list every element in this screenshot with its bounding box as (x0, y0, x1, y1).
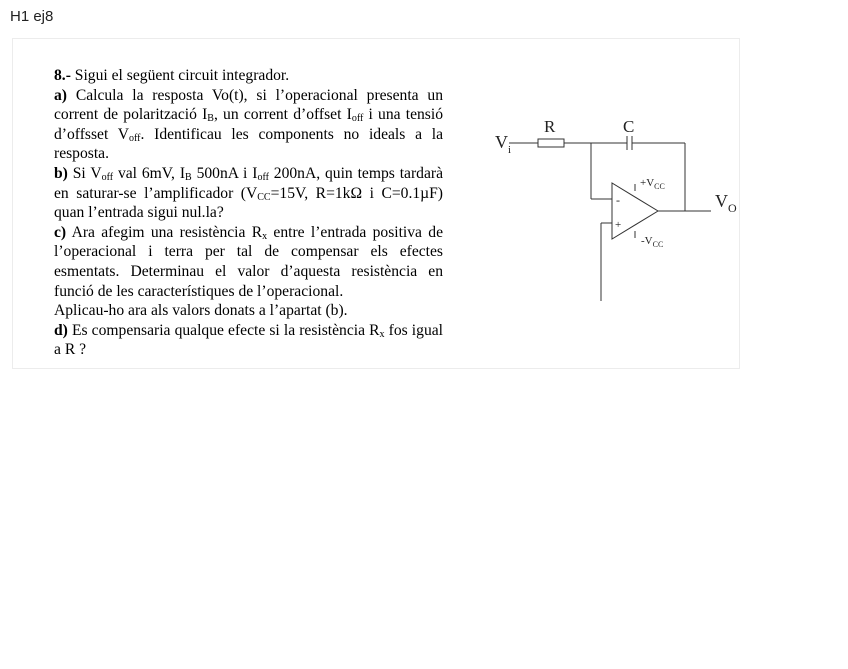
vo-label: $V_O$ (715, 191, 737, 215)
part-b-text: Si V (72, 164, 102, 182)
sub-x: x (262, 230, 268, 242)
vi-label: $V_i$ (495, 132, 512, 156)
sub-off: off (257, 171, 269, 183)
resistor-r (538, 139, 564, 147)
part-d (54, 321, 443, 360)
part-b-text: val 6mV, I (113, 164, 186, 182)
part-a-text: . Identificau les components no ideals a la resposta. (54, 125, 443, 163)
problem-statement (54, 66, 443, 360)
part-a (54, 86, 443, 164)
part-d-label: d) (54, 321, 68, 339)
part-c-apply: Aplicau-ho ara als valors donats a l’apartat (b). (54, 302, 348, 320)
opamp-minus-label: - (616, 193, 620, 207)
problem-card (12, 38, 740, 369)
r-label: R (544, 117, 556, 136)
part-c-text: entre l’entrada positiva de l’operacional i terra per tal de compensar els efectes esmentats. Determinau el valor d’aquesta resistència en funció de les característiques de l’operacional. (54, 223, 443, 300)
part-b-text: 500nA i I (191, 164, 258, 182)
part-b-text: =15V, R=1kΩ i C=0.1µF) quan l’entrada sigui nul.la? (54, 184, 443, 222)
part-b-text: 200nA, quin temps tardarà en saturar-se l’amplificador (V (54, 164, 443, 202)
opamp-plus-label: + (615, 219, 622, 231)
sub-b: B (185, 171, 192, 183)
part-d-text: Es compensaria qualque efecte si la resistència R (71, 321, 380, 339)
part-a-text: i una tensió d’offsset V (54, 106, 443, 143)
part-b (54, 164, 443, 223)
sub-b: B (207, 113, 214, 125)
sub-x: x (379, 328, 385, 340)
part-d-text: fos igual a R ? (54, 321, 443, 359)
integrator-circuit-diagram (485, 111, 745, 301)
part-b-label: b) (54, 164, 68, 182)
part-a-text: Calcula la resposta Vo(t), si l’operacional presenta un corrent de polarització I (54, 86, 443, 124)
sub-off: off (129, 132, 141, 144)
c-label: C (623, 117, 635, 136)
problem-intro (54, 66, 443, 86)
page-title: H1 ej8 (10, 8, 54, 25)
sub-off: off (101, 171, 114, 183)
part-a-label: a) (54, 86, 67, 104)
part-c-text: Ara afegim una resistència R (71, 223, 263, 241)
part-a-text: , un corrent d’offset I (213, 106, 352, 124)
part-c (54, 223, 443, 301)
vcc-pos-label: $+V_{CC}$ (640, 177, 665, 191)
part-c-label: c) (54, 223, 67, 241)
problem-number: 8.- (54, 67, 71, 84)
vcc-neg-label: $-V_{CC}$ (641, 235, 664, 249)
sub-off: off (351, 113, 364, 125)
intro-text: Sigui el següent circuit integrador. (74, 67, 290, 84)
sub-cc: CC (257, 191, 271, 203)
